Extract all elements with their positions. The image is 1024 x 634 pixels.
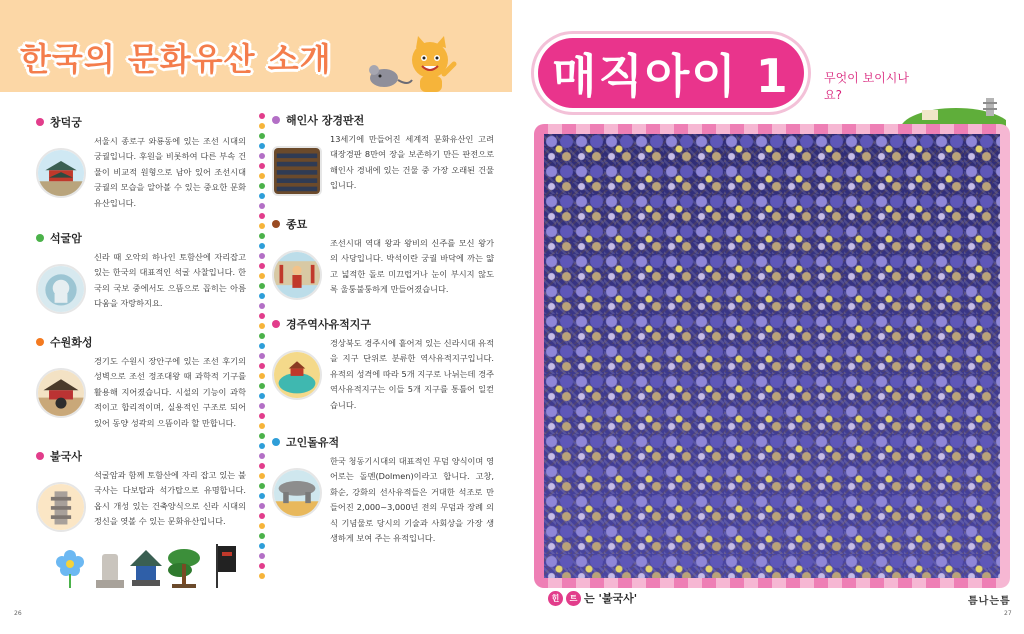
heritage-description: 서울시 종로구 와룡동에 있는 조선 시대의 궁궐입니다. 후원을 비롯하여 다른 부속 건물이 비교적 원형으로 남아 있어 조선시대 궁궐의 모습을 알아볼 수 있는 중요한 문화유산입니다. bbox=[94, 136, 246, 208]
heritage-name: 해인사 장경판전 bbox=[286, 114, 365, 127]
heritage-description: 경기도 수원시 장안구에 있는 조선 후기의 성벽으로 조선 정조대왕 때 과학적 기구를 활용해 지어졌습니다. 시설의 기능이 과학적이고 합리적이며, 실용적인 구조로 되어 있어 동양 성곽의 으뜸이라 할 만합니다. bbox=[94, 356, 246, 428]
page-number-left: 26 bbox=[14, 610, 22, 617]
magic-eye-stereogram bbox=[544, 134, 1000, 578]
temple-icon bbox=[36, 482, 86, 532]
bullet-dot bbox=[272, 220, 280, 228]
bullet-dot bbox=[36, 452, 44, 460]
pine-tree-icon bbox=[168, 549, 200, 588]
heritage-name: 고인돌유적 bbox=[286, 436, 340, 449]
grotto-icon bbox=[36, 264, 86, 314]
magic-eye-title bbox=[538, 38, 804, 108]
pond-icon bbox=[272, 350, 322, 400]
publisher-logo: 틈나는틈 bbox=[968, 596, 1011, 607]
bullet-dot bbox=[272, 320, 280, 328]
magic-eye-title-text: 매직아이 1 bbox=[552, 49, 790, 103]
heritage-item-dolmen bbox=[272, 434, 494, 546]
fortress-icon bbox=[36, 368, 86, 418]
heritage-name: 석굴암 bbox=[50, 232, 82, 245]
heritage-name: 불국사 bbox=[50, 450, 82, 463]
page-title: 한국의 문화유산 소개 bbox=[20, 40, 332, 78]
heritage-description: 신라 때 오악의 하나인 토함산에 자리잡고 있는 한국의 대표적인 석굴 사찰입니다. 한국의 국보 중에서도 으뜸으로 꼽히는 아름다움을 자랑하지요. bbox=[94, 252, 246, 309]
heritage-item-suwon-hwaseong bbox=[36, 334, 246, 431]
woodblock-icon bbox=[272, 146, 322, 196]
palace-icon bbox=[36, 148, 86, 198]
bullet-dot bbox=[272, 116, 280, 124]
heritage-name: 종묘 bbox=[286, 218, 308, 231]
bullet-dot bbox=[36, 338, 44, 346]
heritage-item-seokguram bbox=[36, 230, 246, 314]
magic-eye-frame bbox=[534, 124, 1010, 588]
stone-monument-icon bbox=[96, 554, 124, 588]
flower-icon bbox=[56, 550, 84, 588]
right-page bbox=[512, 0, 1024, 634]
heritage-item-haeinsa bbox=[272, 112, 494, 196]
heritage-description: 경상북도 경주시에 흩어져 있는 신라시대 유적을 지구 단위로 분류한 역사유적지구입니다. 유적의 성격에 따라 5개 지구로 나뉘는데 경주역사유적지구는 이들 5개 지구를 통틀어 일컫습니다. bbox=[330, 338, 494, 410]
shrine-icon bbox=[272, 250, 322, 300]
bullet-dot bbox=[272, 438, 280, 446]
heritage-name: 경주역사유적지구 bbox=[286, 318, 372, 331]
page-number-right: 27 bbox=[1004, 610, 1012, 617]
heritage-item-gyeongju bbox=[272, 316, 494, 413]
heritage-item-changdeokgung bbox=[36, 114, 246, 211]
heritage-description: 석굴암과 함께 토함산에 자리 잡고 있는 불국사는 다보탑과 석가탑으로 유명합니다. 옵시 개성 있는 건축양식으로 신라 시대의 정신을 엿볼 수 있는 문화유산입니다. bbox=[94, 470, 246, 527]
heritage-description: 조선시대 역대 왕과 왕비의 신주를 모신 왕가의 사당입니다. 박석이란 궁궐 바닥에 까는 얇고 넓적한 돌로 미끄럽거나 눈이 부시지 않도록 울퉁불퉁하게 만들어졌습니다. bbox=[330, 238, 494, 295]
cat-and-mouse-mascot-icon bbox=[360, 36, 460, 96]
dolmen-icon bbox=[272, 468, 322, 518]
pavilion-icon bbox=[130, 550, 162, 586]
heritage-item-jongmyo bbox=[272, 216, 494, 300]
hint-badge: 힌 bbox=[548, 591, 563, 606]
heritage-item-bulguksa bbox=[36, 448, 246, 532]
hint bbox=[548, 590, 637, 606]
heritage-description: 13세기에 만들어진 세계적 문화유산인 고려 대장경판 8만여 장을 보존하기 만든 판전으로 해인사 경내에 있는 건물 중 가장 오래된 건물입니다. bbox=[330, 134, 494, 191]
bullet-dot bbox=[36, 234, 44, 242]
heritage-name: 창덕궁 bbox=[50, 116, 82, 129]
bullet-dot bbox=[36, 118, 44, 126]
question-text: 무엇이 보이시나요? bbox=[824, 71, 909, 102]
heritage-name: 수원화성 bbox=[50, 336, 93, 349]
flag-icon bbox=[216, 544, 236, 588]
hint-text: 는 '불국사' bbox=[584, 592, 638, 605]
bottom-decoration-icons bbox=[52, 542, 242, 590]
hint-badge: 트 bbox=[566, 591, 581, 606]
dotted-divider bbox=[258, 112, 266, 582]
heritage-description: 한국 청동기시대의 대표적인 무덤 양식이며 영어로는 돌멘(Dolmen)이라고 합니다. 고창, 화순, 강화의 선사유적들은 거대한 석조로 만들어진 2,000~3,000년 전의 무덤과 장례 의식 기념물로 당시의 기술과 사회상을 가장 생생하게 보여 주는 유적입니다. bbox=[330, 456, 494, 544]
